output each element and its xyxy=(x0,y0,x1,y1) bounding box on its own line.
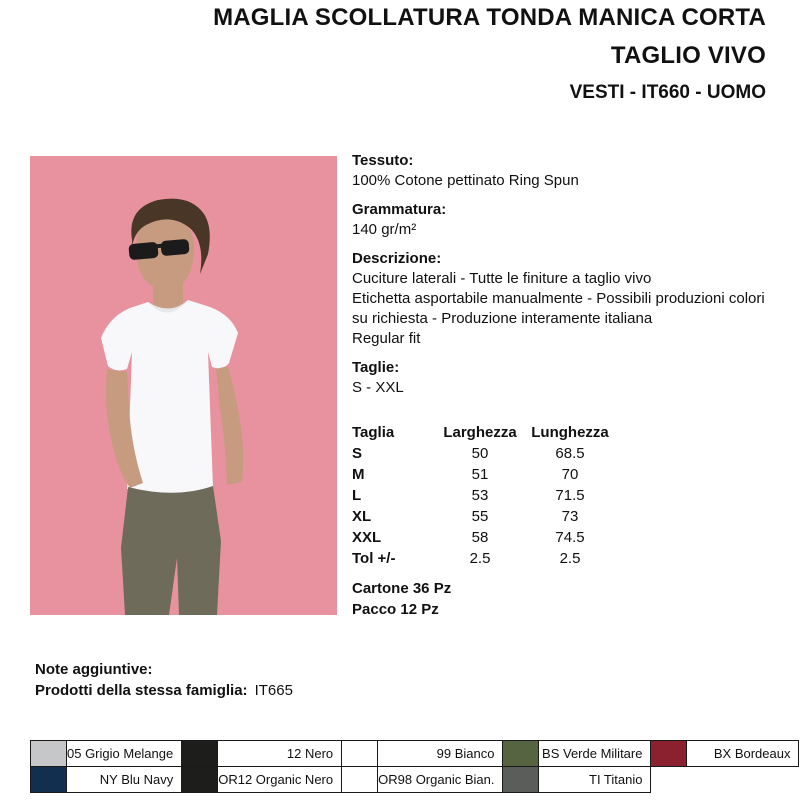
section-text: 100% Cotone pettinato Ring Spun xyxy=(352,172,579,189)
color-row xyxy=(31,767,799,793)
section-label: Tessuto: xyxy=(352,152,414,169)
size-width: 53 xyxy=(471,487,489,504)
color-label: 05 Grigio Melange xyxy=(67,741,182,767)
size-col-header: Lunghezza xyxy=(531,424,609,441)
size-length: 71.5 xyxy=(555,487,585,504)
family-products-label: Prodotti della stessa famiglia: xyxy=(35,682,248,699)
size-name: Tol +/- xyxy=(352,550,396,567)
section-text: S - XXL xyxy=(352,379,404,396)
color-swatch xyxy=(31,741,67,767)
color-swatch xyxy=(503,767,539,793)
notes-title: Note aggiuntive: xyxy=(35,661,153,678)
color-swatch xyxy=(342,767,378,793)
size-length: 2.5 xyxy=(559,550,581,567)
size-row xyxy=(352,506,614,527)
product-photo xyxy=(30,156,337,615)
color-swatch xyxy=(503,741,539,767)
section-taglie xyxy=(352,358,782,398)
section-label: Grammatura: xyxy=(352,201,447,218)
size-width: 55 xyxy=(471,508,489,525)
section-label: Descrizione: xyxy=(352,250,442,267)
packaging-info xyxy=(352,578,451,620)
size-width: 50 xyxy=(471,445,489,462)
section-label: Taglie: xyxy=(352,359,400,376)
size-row xyxy=(352,443,614,464)
size-row xyxy=(352,485,614,506)
section-tessuto xyxy=(352,151,782,191)
size-col-header: Taglia xyxy=(352,424,395,441)
model-illustration xyxy=(30,156,337,615)
color-label: TI Titanio xyxy=(539,767,651,793)
section-grammatura xyxy=(352,200,782,240)
notes xyxy=(35,659,293,701)
color-swatch xyxy=(31,767,67,793)
size-name: S xyxy=(352,445,363,462)
color-label: 12 Nero xyxy=(218,741,342,767)
size-length: 73 xyxy=(561,508,579,525)
size-name: L xyxy=(352,487,362,504)
size-table xyxy=(352,422,614,569)
size-name: XXL xyxy=(352,529,382,546)
size-length: 68.5 xyxy=(555,445,585,462)
size-row xyxy=(352,464,614,485)
section-text: su richiesta - Produzione interamente italiana xyxy=(352,310,653,327)
section-text: Regular fit xyxy=(352,330,421,347)
spec-details xyxy=(352,151,782,407)
color-label: NY Blu Navy xyxy=(67,767,182,793)
color-swatch xyxy=(342,741,378,767)
size-row xyxy=(352,527,614,548)
header xyxy=(213,4,766,104)
size-width: 2.5 xyxy=(469,550,491,567)
color-swatch xyxy=(182,767,218,793)
size-width: 58 xyxy=(471,529,489,546)
color-swatch xyxy=(182,741,218,767)
family-products-line xyxy=(35,680,293,701)
color-label: OR12 Organic Nero xyxy=(218,767,342,793)
size-table-header xyxy=(352,422,614,443)
size-row-tolerance xyxy=(352,548,614,569)
carton-quantity: Cartone 36 Pz xyxy=(352,580,452,597)
color-label: BS Verde Militare xyxy=(539,741,651,767)
size-width: 51 xyxy=(471,466,489,483)
pack-quantity: Pacco 12 Pz xyxy=(352,601,439,618)
size-col-header: Larghezza xyxy=(443,424,517,441)
color-label: OR98 Organic Bian. xyxy=(378,767,503,793)
size-length: 74.5 xyxy=(555,529,585,546)
size-name: XL xyxy=(352,508,372,525)
color-label: BX Bordeaux xyxy=(687,741,799,767)
section-text: Cuciture laterali - Tutte le finiture a taglio vivo xyxy=(352,270,652,287)
size-length: 70 xyxy=(561,466,579,483)
product-code-subtitle: VESTI - IT660 - UOMO xyxy=(569,82,766,103)
color-label: 99 Bianco xyxy=(378,741,503,767)
section-descrizione xyxy=(352,249,782,349)
empty-cell xyxy=(651,767,799,793)
page-title-line2: TAGLIO VIVO xyxy=(610,42,766,69)
color-table xyxy=(30,740,799,793)
section-text: 140 gr/m² xyxy=(352,221,417,238)
page-title-line1: MAGLIA SCOLLATURA TONDA MANICA CORTA xyxy=(213,4,766,31)
section-text: Etichetta asportabile manualmente - Possibili produzioni colori xyxy=(352,290,765,307)
color-row xyxy=(31,741,799,767)
size-name: M xyxy=(352,466,365,483)
family-products-value: IT665 xyxy=(254,682,293,699)
color-swatch xyxy=(651,741,687,767)
